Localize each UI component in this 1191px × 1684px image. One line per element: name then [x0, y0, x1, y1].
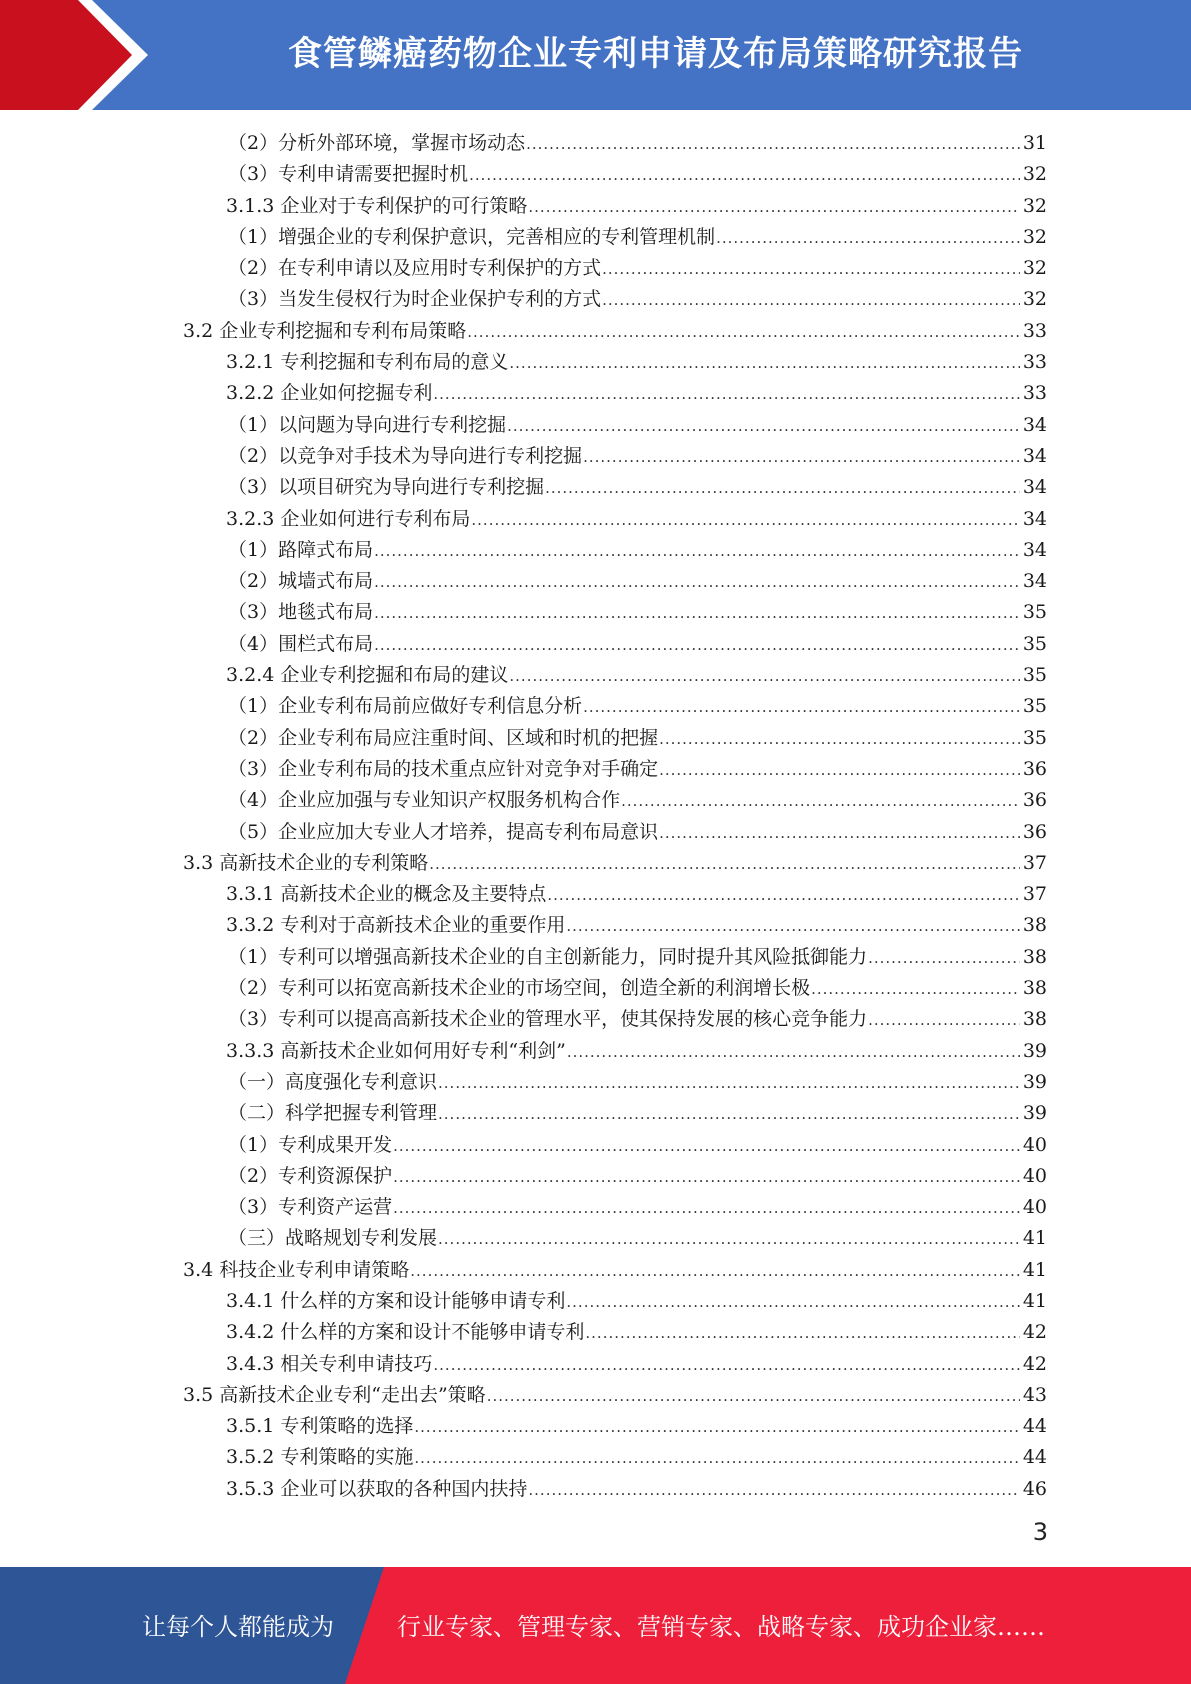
toc-entry-title: （3）企业专利布局的技术重点应针对竞争对手确定: [228, 757, 659, 780]
toc-entry-title: （2）以竞争对手技术为导向进行专利挖掘: [228, 444, 583, 467]
toc-entry-title: （2）在专利申请以及应用时专利保护的方式: [228, 257, 602, 280]
toc-entry[interactable]: [226, 1036, 1191, 1067]
toc-dot-leader: [583, 692, 1020, 723]
toc-entry-title: （一）高度强化专利意识: [228, 1070, 438, 1093]
toc-entry[interactable]: [226, 660, 1191, 691]
toc-entry-page: 35: [1022, 601, 1047, 624]
toc-entry[interactable]: [228, 1067, 1191, 1098]
toc-entry-page: 40: [1022, 1196, 1047, 1219]
toc-entry[interactable]: [228, 566, 1191, 597]
toc-entry-page: 39: [1022, 1102, 1047, 1125]
toc-dot-leader: [659, 724, 1020, 755]
toc-entry[interactable]: [228, 284, 1191, 315]
toc-dot-leader: [410, 1256, 1020, 1287]
page-footer: [0, 1567, 1191, 1684]
toc-dot-leader: [393, 1162, 1020, 1193]
toc-entry-page: 32: [1022, 288, 1047, 311]
toc-entry[interactable]: [228, 942, 1191, 973]
toc-entry[interactable]: [226, 1317, 1191, 1348]
toc-entry-page: 41: [1022, 1227, 1047, 1250]
toc-entry-page: 36: [1022, 820, 1047, 843]
toc-entry[interactable]: [228, 817, 1191, 848]
footer-slogan-left: 让每个人都能成为: [142, 1613, 334, 1641]
toc-entry[interactable]: [226, 1411, 1191, 1442]
toc-entry[interactable]: [226, 347, 1191, 378]
toc-entry-title: 3.2.2 企业如何挖掘专利: [226, 382, 433, 405]
toc-dot-leader: [547, 880, 1020, 911]
toc-entry[interactable]: [228, 1098, 1191, 1129]
toc-dot-leader: [429, 849, 1020, 880]
toc-entry[interactable]: [228, 1192, 1191, 1223]
toc-entry-title: （二）科学把握专利管理: [228, 1102, 438, 1125]
toc-entry-title: （2）专利可以拓宽高新技术企业的市场空间，创造全新的利润增长极: [228, 977, 811, 1000]
toc-dot-leader: [393, 1193, 1020, 1224]
toc-entry-page: 42: [1022, 1321, 1047, 1344]
toc-entry-title: 3.4 科技企业专利申请策略: [183, 1258, 410, 1281]
toc-entry[interactable]: [183, 1380, 1191, 1411]
toc-entry-page: 39: [1022, 1039, 1047, 1062]
toc-entry-title: 3.3.2 专利对于高新技术企业的重要作用: [226, 914, 566, 937]
toc-entry-page: 43: [1022, 1383, 1047, 1406]
toc-dot-leader: [528, 1475, 1020, 1506]
toc-entry-page: 35: [1022, 664, 1047, 687]
toc-entry-title: （1）路障式布局: [228, 538, 374, 561]
toc-entry-title: （1）企业专利布局前应做好专利信息分析: [228, 695, 583, 718]
toc-entry[interactable]: [226, 1349, 1191, 1380]
toc-entry-page: 46: [1022, 1477, 1047, 1500]
toc-entry[interactable]: [226, 879, 1191, 910]
toc-entry[interactable]: [228, 691, 1191, 722]
toc-entry-page: 33: [1022, 382, 1047, 405]
toc-entry[interactable]: [228, 472, 1191, 503]
toc-entry-page: 37: [1022, 851, 1047, 874]
toc-dot-leader: [659, 755, 1020, 786]
toc-entry[interactable]: [226, 1442, 1191, 1473]
toc-entry-title: （5）企业应加大专业人才培养，提高专利布局意识: [228, 820, 659, 843]
toc-dot-leader: [567, 1037, 1020, 1068]
toc-entry[interactable]: [183, 316, 1191, 347]
toc-entry[interactable]: [183, 1255, 1191, 1286]
toc-entry-page: 34: [1022, 570, 1047, 593]
toc-entry-page: 32: [1022, 163, 1047, 186]
toc-entry[interactable]: [226, 191, 1191, 222]
toc-dot-leader: [438, 1099, 1020, 1130]
toc-entry[interactable]: [226, 378, 1191, 409]
toc-entry-title: （4）围栏式布局: [228, 632, 374, 655]
toc-entry-page: 39: [1022, 1070, 1047, 1093]
toc-entry-page: 35: [1022, 632, 1047, 655]
table-of-contents: [0, 128, 1191, 1505]
toc-entry[interactable]: [228, 1004, 1191, 1035]
toc-entry-page: 34: [1022, 538, 1047, 561]
toc-entry-title: （1）以问题为导向进行专利挖掘: [228, 413, 507, 436]
toc-entry-title: （3）专利申请需要把握时机: [228, 163, 469, 186]
toc-entry-title: 3.4.2 什么样的方案和设计不能够申请专利: [226, 1321, 585, 1344]
toc-dot-leader: [509, 348, 1020, 379]
toc-dot-leader: [433, 1350, 1020, 1381]
toc-entry-title: （4）企业应加强与专业知识产权服务机构合作: [228, 789, 621, 812]
footer-slogan-right: 行业专家、管理专家、营销专家、战略专家、成功企业家……: [397, 1613, 1045, 1641]
toc-entry-page: 44: [1022, 1415, 1047, 1438]
toc-entry-page: 34: [1022, 507, 1047, 530]
toc-entry-title: （2）分析外部环境，掌握市场动态: [228, 132, 526, 154]
toc-entry[interactable]: [228, 597, 1191, 628]
toc-dot-leader: [467, 317, 1020, 348]
toc-dot-leader: [507, 411, 1020, 442]
toc-dot-leader: [374, 630, 1020, 661]
toc-dot-leader: [414, 1443, 1020, 1474]
toc-entry-page: 33: [1022, 351, 1047, 374]
toc-entry-title: （2）专利资源保护: [228, 1164, 393, 1187]
toc-entry-title: 3.2.1 专利挖掘和专利布局的意义: [226, 351, 509, 374]
toc-dot-leader: [528, 192, 1020, 223]
toc-entry-title: （3）专利资产运营: [228, 1196, 393, 1219]
toc-dot-leader: [585, 1318, 1020, 1349]
toc-dot-leader: [374, 567, 1020, 598]
toc-entry-title: 3.2.3 企业如何进行专利布局: [226, 507, 471, 530]
toc-dot-leader: [621, 786, 1020, 817]
toc-dot-leader: [374, 598, 1020, 629]
toc-dot-leader: [526, 129, 1020, 160]
toc-entry[interactable]: [228, 723, 1191, 754]
toc-entry[interactable]: [228, 754, 1191, 785]
toc-entry[interactable]: [228, 410, 1191, 441]
toc-entry[interactable]: [226, 910, 1191, 941]
toc-entry-page: 42: [1022, 1352, 1047, 1375]
toc-entry-page: 41: [1022, 1289, 1047, 1312]
toc-entry-title: 3.5.3 企业可以获取的各种国内扶持: [226, 1477, 528, 1500]
toc-entry-page: 38: [1022, 945, 1047, 968]
page-number: 3: [1032, 1518, 1048, 1546]
toc-entry-title: 3.4.1 什么样的方案和设计能够申请专利: [226, 1289, 566, 1312]
toc-entry-title: （3）地毯式布局: [228, 601, 374, 624]
toc-dot-leader: [545, 473, 1020, 504]
toc-entry-title: （2）企业专利布局应注重时间、区域和时机的把握: [228, 726, 659, 749]
toc-entry-page: 35: [1022, 695, 1047, 718]
toc-dot-leader: [374, 536, 1020, 567]
toc-dot-leader: [471, 505, 1020, 536]
toc-dot-leader: [509, 661, 1020, 692]
toc-entry-title: （1）增强企业的专利保护意识，完善相应的专利管理机制: [228, 225, 716, 248]
toc-entry-title: 3.3 高新技术企业的专利策略: [183, 851, 429, 874]
toc-entry-title: 3.3.1 高新技术企业的概念及主要特点: [226, 883, 547, 906]
toc-dot-leader: [602, 254, 1020, 285]
toc-dot-leader: [438, 1224, 1020, 1255]
toc-entry-title: （三）战略规划专利发展: [228, 1227, 438, 1250]
toc-entry-page: 44: [1022, 1446, 1047, 1469]
toc-entry[interactable]: [226, 1286, 1191, 1317]
toc-entry[interactable]: [228, 159, 1191, 190]
toc-entry-title: 3.5 高新技术企业专利“走出去”策略: [183, 1383, 486, 1406]
toc-entry[interactable]: [228, 441, 1191, 472]
toc-entry[interactable]: [228, 128, 1191, 159]
toc-entry-page: 38: [1022, 1008, 1047, 1031]
toc-entry-page: 36: [1022, 789, 1047, 812]
toc-entry-page: 31: [1022, 132, 1047, 154]
toc-entry-title: （2）城墙式布局: [228, 570, 374, 593]
toc-entry[interactable]: [228, 629, 1191, 660]
toc-entry-page: 38: [1022, 977, 1047, 1000]
toc-entry-title: 3.3.3 高新技术企业如何用好专利“利剑”: [226, 1039, 566, 1062]
toc-entry-page: 34: [1022, 476, 1047, 499]
toc-entry-page: 40: [1022, 1133, 1047, 1156]
toc-dot-leader: [414, 1412, 1020, 1443]
toc-entry[interactable]: [228, 1223, 1191, 1254]
toc-entry[interactable]: [228, 253, 1191, 284]
toc-entry-page: 32: [1022, 225, 1047, 248]
toc-entry[interactable]: [226, 1474, 1191, 1505]
toc-entry-page: 32: [1022, 194, 1047, 217]
toc-dot-leader: [659, 818, 1020, 849]
toc-dot-leader: [811, 974, 1020, 1005]
toc-dot-leader: [566, 911, 1020, 942]
toc-entry[interactable]: [228, 973, 1191, 1004]
toc-entry-page: 41: [1022, 1258, 1047, 1281]
toc-dot-leader: [487, 1381, 1020, 1412]
toc-entry-page: 32: [1022, 257, 1047, 280]
toc-entry-page: 34: [1022, 413, 1047, 436]
toc-entry-title: 3.5.1 专利策略的选择: [226, 1415, 414, 1438]
toc-entry[interactable]: [228, 1161, 1191, 1192]
toc-entry-title: 3.5.2 专利策略的实施: [226, 1446, 414, 1469]
toc-dot-leader: [566, 1287, 1020, 1318]
toc-entry-page: 35: [1022, 726, 1047, 749]
toc-entry[interactable]: [183, 848, 1191, 879]
toc-entry[interactable]: [228, 535, 1191, 566]
toc-dot-leader: [868, 943, 1020, 974]
toc-dot-leader: [433, 379, 1020, 410]
page-header: [0, 0, 1191, 110]
toc-entry-page: 36: [1022, 757, 1047, 780]
toc-entry-title: 3.4.3 相关专利申请技巧: [226, 1352, 433, 1375]
toc-entry-title: 3.1.3 企业对于专利保护的可行策略: [226, 194, 528, 217]
toc-dot-leader: [469, 160, 1020, 191]
toc-entry-page: 33: [1022, 319, 1047, 342]
toc-entry-page: 37: [1022, 883, 1047, 906]
toc-dot-leader: [393, 1131, 1020, 1162]
report-title: 食管鳞癌药物企业专利申请及布局策略研究报告: [288, 34, 1023, 74]
toc-entry-title: （3）专利可以提高高新技术企业的管理水平，使其保持发展的核心竞争能力: [228, 1008, 868, 1031]
toc-entry[interactable]: [228, 785, 1191, 816]
toc-entry-title: （1）专利可以增强高新技术企业的自主创新能力，同时提升其风险抵御能力: [228, 945, 868, 968]
toc-dot-leader: [868, 1005, 1020, 1036]
toc-entry-title: （3）以项目研究为导向进行专利挖掘: [228, 476, 545, 499]
toc-entry[interactable]: [228, 222, 1191, 253]
toc-entry-page: 34: [1022, 444, 1047, 467]
toc-dot-leader: [583, 442, 1020, 473]
toc-entry-title: 3.2.4 企业专利挖掘和布局的建议: [226, 664, 509, 687]
toc-dot-leader: [716, 223, 1020, 254]
header-red-arrow-decoration: [0, 0, 160, 110]
toc-dot-leader: [602, 285, 1020, 316]
toc-entry[interactable]: [226, 504, 1191, 535]
toc-entry-title: 3.2 企业专利挖掘和专利布局策略: [183, 319, 467, 342]
toc-entry-title: （1）专利成果开发: [228, 1133, 393, 1156]
toc-entry-title: （3）当发生侵权行为时企业保护专利的方式: [228, 288, 602, 311]
toc-entry[interactable]: [228, 1130, 1191, 1161]
toc-entry-page: 40: [1022, 1164, 1047, 1187]
toc-entry-page: 38: [1022, 914, 1047, 937]
toc-dot-leader: [438, 1068, 1020, 1099]
